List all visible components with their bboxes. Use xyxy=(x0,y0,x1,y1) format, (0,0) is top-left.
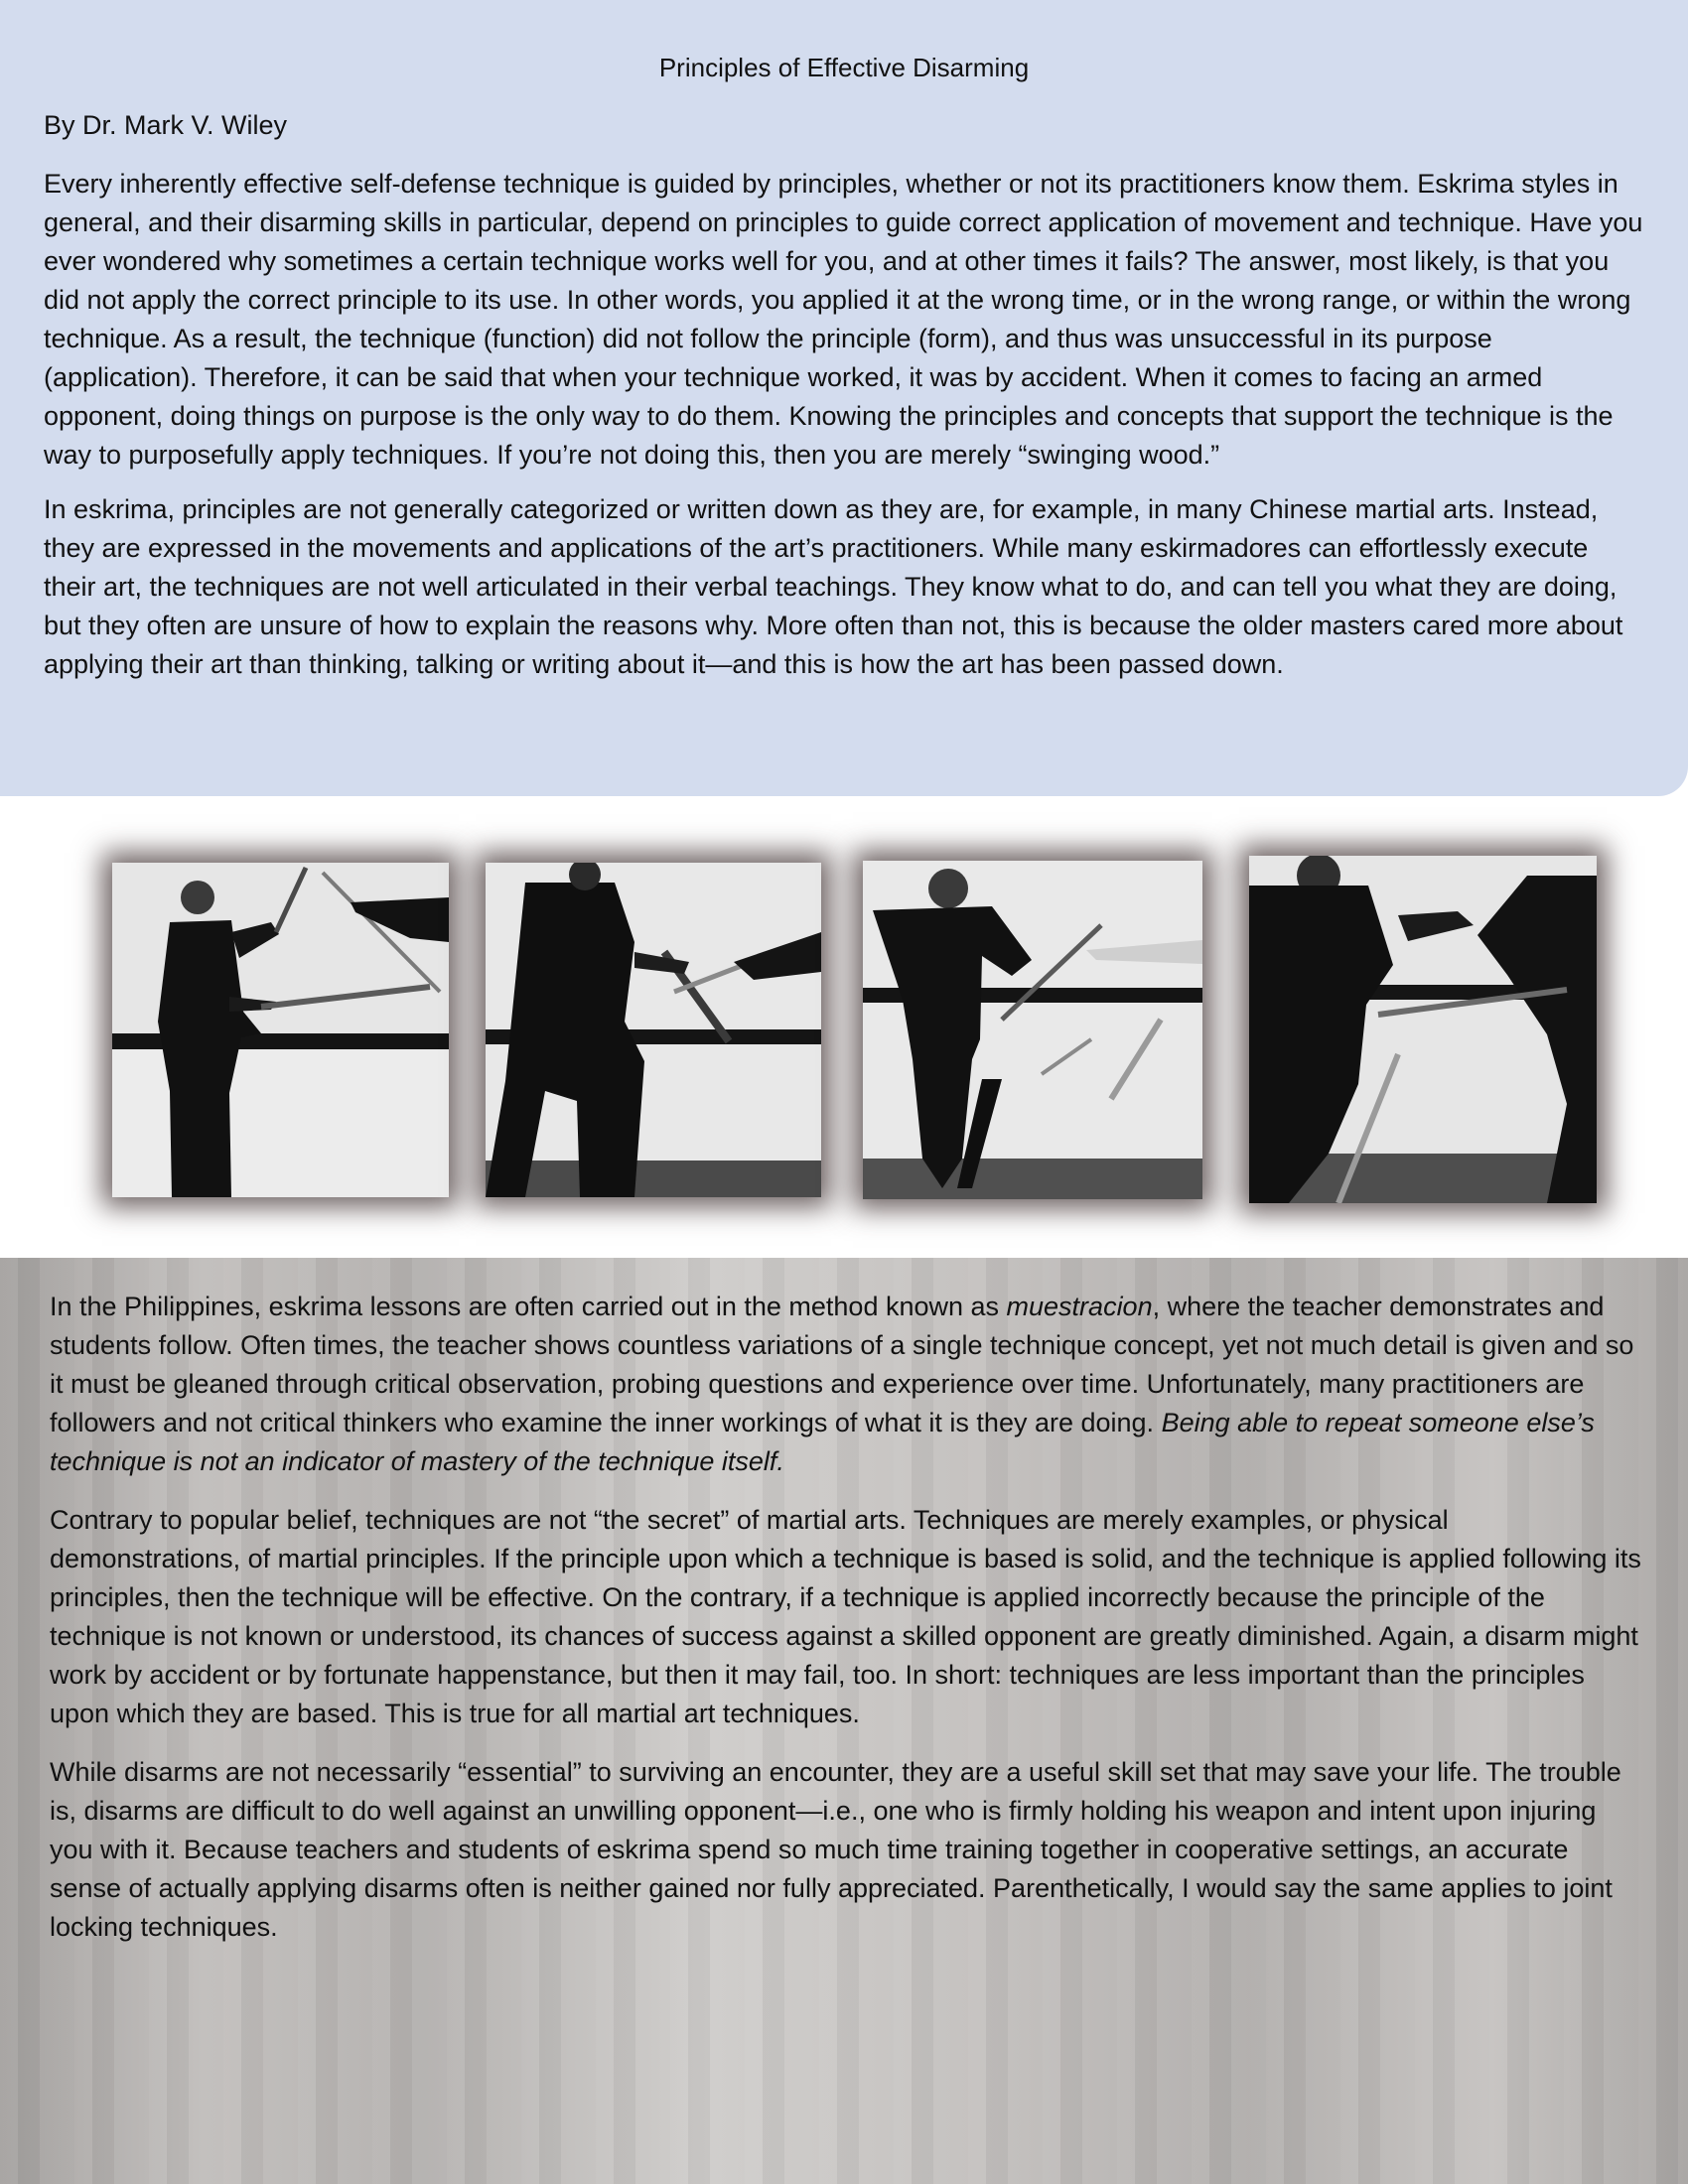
techniques-paragraph: Contrary to popular belief, techniques are not “the secret” of martial arts. Techniques are merely examples, or physical demonstrations, of martial principles. If the principle upon which a technique is based is solid, and the technique is applied following its principles, then the technique will be effective. On the contrary, if a technique is applied incorrectly because the principle of the technique is not known or understood, its chances of success against a skilled opponent are greatly diminished. Again, a disarm might work by accident or by fortunate happenstance, but then it may fail, too. In short: techniques are less important than the principles upon which they are based. This is true for all martial art techniques. xyxy=(50,1505,1641,1728)
disarm-photo-3-image xyxy=(863,861,1202,1199)
main-text-panel xyxy=(0,1258,1688,2184)
intro-paragraph-1: Every inherently effective self-defense technique is guided by principles, whether or not its practitioners know them. Eskrima styles in general, and their disarming skills in particular, depend on principles to guide correct application of movement and technique. Have you ever wondered why sometimes a certain technique works well for you, and at other times it fails? The answer, most likely, is that you did not apply the correct principle to its use. In other words, you applied it at the wrong time, or in the wrong range, or within the wrong technique. As a result, the technique (function) did not follow the principle (form), and thus was unsuccessful in its purpose (application). Therefore, it can be said that when your technique worked, it was by accident. When it comes to facing an armed opponent, doing things on purpose is the only way to do them. Knowing the principles and concepts that support the technique is the way to purposefully apply techniques. If you’re not doing this, then you are merely “swinging wood.” xyxy=(44,169,1643,470)
disarm-photo-1 xyxy=(112,863,449,1197)
intro-panel xyxy=(0,0,1688,796)
photo-strip xyxy=(0,796,1688,1258)
disarm-photo-1-image xyxy=(112,863,449,1197)
intro-paragraph-2: In eskrima, principles are not generally categorized or written down as they are, for example, in many Chinese martial arts. Instead, they are expressed in the movements and applications of the art’s practitioners. While many eskirmadores can effortlessly execute their art, the techniques are not well articulated in their verbal teachings. They know what to do, and can tell you what they are doing, but they often are unsure of how to explain the reasons why. More often than not, this is because the older masters cared more about applying their art than thinking, talking or writing about it—and this is how the art has been passed down. xyxy=(44,494,1623,679)
disarm-photo-4-image xyxy=(1249,856,1597,1203)
muestracion-paragraph xyxy=(50,1288,1644,1481)
article-title: Principles of Effective Disarming xyxy=(658,53,1030,82)
disarms-paragraph: While disarms are not necessarily “essential” to surviving an encounter, they are a useful skill set that may save your life. The trouble is, disarms are difficult to do well against an unwilling opponent—i.e., one who is firmly holding his weapon and intent upon injuring you with it. Because teachers and students of eskrima spend so much time training together in cooperative settings, an accurate sense of actually applying disarms often is neither gained nor fully appreciated. Parenthetically, I would say the same applies to joint locking techniques. xyxy=(50,1757,1621,1942)
mastery-statement: Being able to repeat someone else’s technique is not an indicator of mastery of the technique itself. xyxy=(50,1408,1595,1476)
muestracion-term: muestracion xyxy=(1006,1292,1153,1321)
disarm-photo-2-image xyxy=(486,863,821,1197)
muestracion-paragraph-part1: In the Philippines, eskrima lessons are often carried out in the method known as xyxy=(50,1292,1007,1321)
article-byline: By Dr. Mark V. Wiley xyxy=(44,110,288,140)
muestracion-paragraph-part2: , where the teacher demonstrates and students follow. Often times, the teacher shows countless variations of a single technique concept, yet not much detail is given and so it must be gleaned through critical observation, probing questions and experience over time. Unfortunately, many practitioners are followers and not critical thinkers who examine the inner workings of what it is they are doing. xyxy=(50,1292,1634,1437)
disarm-photo-4 xyxy=(1249,856,1597,1203)
disarm-photo-3 xyxy=(863,861,1202,1199)
disarm-photo-2 xyxy=(486,863,821,1197)
